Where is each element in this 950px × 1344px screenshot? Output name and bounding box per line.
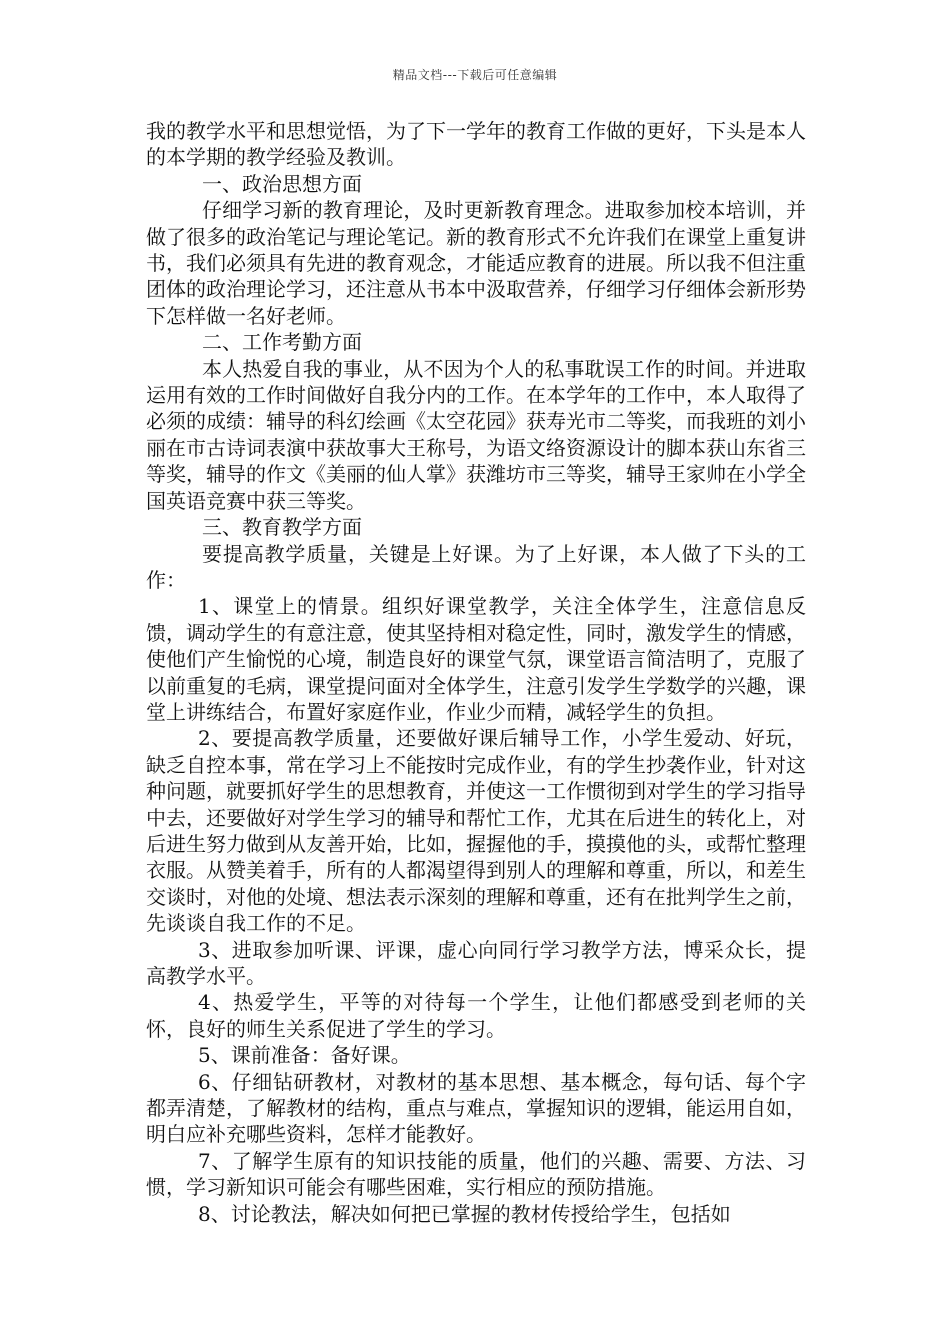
list-item-7: 7、了解学生原有的知识技能的质量，他们的兴趣、需要、方法、习惯，学习新知识可能会有哪些困难，实行相应的预防措施。 xyxy=(146,1148,806,1200)
list-item-2: 2、要提高教学质量，还要做好课后辅导工作，小学生爱动、好玩，缺乏自控本事，常在学习上不能按时完成作业，有的学生抄袭作业，针对这种问题，就要抓好学生的思想教育，并使这一工作惯彻到对学生的学习指导中去，还要做好对学生学习的辅导和帮忙工作，尤其在后进生的转化上，对后进生努力做到从友善开始，比如，握握他的手，摸摸他的头，或帮忙整理衣服。从赞美着手，所有的人都渴望得到别人的理解和尊重，所以，和差生交谈时，对他的处境、想法表示深刻的理解和尊重，还有在批判学生之前，先谈谈自我工作的不足。 xyxy=(146,726,806,936)
page-header: 精品文档---下载后可任意编辑 xyxy=(392,68,558,82)
document-body xyxy=(146,118,806,1227)
paragraph-politics: 仔细学习新的教育理论，及时更新教育理念。进取参加校本培训，并做了很多的政治笔记与理论笔记。新的教育形式不允许我们在课堂上重复讲书，我们必须具有先进的教育观念，才能适应教育的进展。所以我不但注重团体的政治理论学习，还注意从书本中汲取营养，仔细学习仔细体会新形势下怎样做一名好老师。 xyxy=(146,198,806,328)
list-item-1: 1、课堂上的情景。组织好课堂教学，关注全体学生，注意信息反馈，调动学生的有意注意，使其坚持相对稳定性，同时，激发学生的情感，使他们产生愉悦的心境，制造良好的课堂气氛，课堂语言简洁明了，克服了以前重复的毛病，课堂提问面对全体学生，注意引发学生学数学的兴趣，课堂上讲练结合，布置好家庭作业，作业少而精，减轻学生的负担。 xyxy=(146,594,806,724)
section-heading-politics: 一、政治思想方面 xyxy=(202,171,362,196)
section-heading-teaching: 三、教育教学方面 xyxy=(202,515,362,540)
list-item-5: 5、课前准备：备好课。 xyxy=(198,1043,411,1068)
list-item-3: 3、进取参加听课、评课，虚心向同行学习教学方法，博采众长，提高教学水平。 xyxy=(146,937,806,988)
list-item-4: 4、热爱学生，平等的对待每一个学生，让他们都感受到老师的关怀，良好的师生关系促进了学生的学习。 xyxy=(146,990,806,1041)
paragraph-intro: 我的教学水平和思想觉悟，为了下一学年的教育工作做的更好，下头是本人的本学期的教学经验及教训。 xyxy=(146,119,806,170)
paragraph-teaching-intro: 要提高教学质量，关键是上好课。为了上好课，本人做了下头的工作： xyxy=(146,541,806,592)
paragraph-attendance: 本人热爱自我的事业，从不因为个人的私事耽误工作的时间。并进取运用有效的工作时间做好自我分内的工作。在本学年的工作中，本人取得了必须的成绩：辅导的科幻绘画《太空花园》获寿光市二等奖，而我班的刘小丽在市古诗词表演中获故事大王称号，为语文络资源设计的脚本获山东省三等奖，辅导的作文《美丽的仙人掌》获潍坊市三等奖，辅导王家帅在小学全国英语竞赛中获三等奖。 xyxy=(146,356,806,513)
list-item-6: 6、仔细钻研教材，对教材的基本思想、基本概念，每句话、每个字都弄清楚，了解教材的结构，重点与难点，掌握知识的逻辑，能运用自如，明白应补充哪些资料，怎样才能教好。 xyxy=(146,1069,806,1147)
list-item-8: 8、讨论教法，解决如何把已掌握的教材传授给学生，包括如 xyxy=(198,1201,731,1226)
section-heading-attendance: 二、工作考勤方面 xyxy=(202,330,362,355)
